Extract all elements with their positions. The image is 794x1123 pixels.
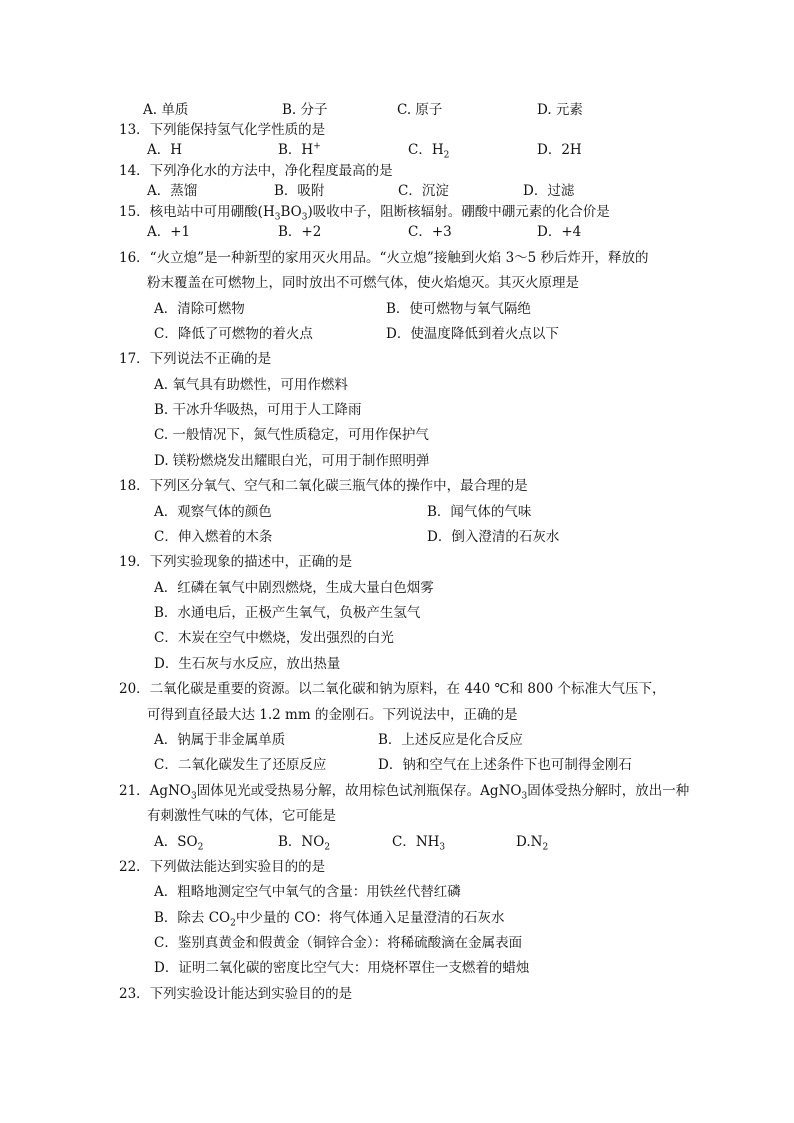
q22-option-c: C．鉴别真黄金和假黄金（铜锌合金）：将稀硫酸滴在金属表面 [154,935,523,951]
q15-stem: 15．核电站中可用硼酸$(H_3BO_3)$吸收中子，阻断核辐射。硼酸中硼元素的化合价是 [119,204,610,223]
q20-option-a: A．钠属于非金属单质 [154,732,286,748]
q15-option-b: B．+2 [278,224,322,240]
q20-option-c: C．二氧化碳发生了还原反应 [154,757,327,773]
q16-option-a: A．清除可燃物 [154,301,245,317]
q16-stem-line2: 粉末覆盖在可燃物上，同时放出不可燃气体，使火焰熄灭。其灭火原理是 [147,275,579,291]
q16-option-c: C．降低了可燃物的着火点 [154,326,313,342]
q21-stem-line1: 21．AgNO$_3$固体见光或受热易分解，故用棕色试剂瓶保存。AgNO$_3$固体受热分解时，放出一种 [119,783,690,802]
q13-option-c: C．$H_2$ [408,142,450,161]
q15-option-c: C．+3 [408,224,452,240]
q13-option-d: D．2H [537,142,582,158]
q21-stem-line2: 有刺激性气味的气体，它可能是 [147,808,336,824]
q18-option-a: A．观察气体的颜色 [154,504,272,520]
q15-option-a: A．+1 [147,224,191,240]
q22-stem: 22．下列做法能达到实验目的的是 [119,859,326,875]
q22-option-d: D．证明二氧化碳的密度比空气大：用烧杯罩住一支燃着的蜡烛 [154,960,530,976]
q14-option-d: D．过滤 [523,183,575,199]
q17-option-b: B. 干冰升华吸热，可用于人工降雨 [154,402,362,418]
q20-option-d: D．钠和空气在上述条件下也可制得金刚石 [378,757,632,773]
q17-option-d: D. 镁粉燃烧发出耀眼白光，可用于制作照明弹 [154,453,430,469]
q22-option-b: B．除去 $CO_2$中少量的 CO：将气体通入足量澄清的石灰水 [154,910,505,929]
q20-stem-line1: 20．二氧化碳是重要的资源。以二氧化碳和钠为原料，在 440 ℃和 800 个标准大气压下， [119,681,666,697]
q14-stem: 14．下列净化水的方法中，净化程度最高的是 [119,163,393,179]
q14-option-a: A．蒸馏 [147,183,198,199]
q20-stem-line2: 可得到直径最大达 1.2 mm 的金刚石。下列说法中，正确的是 [147,707,518,723]
q21-option-a: A．$SO_2$ [154,834,204,853]
q16-stem-line1: 16．“火立熄”是一种新型的家用灭火用品。“火立熄”接触到火焰 3～5 秒后炸开，释放的 [119,250,649,266]
q12-option-b: B. 分子 [282,102,328,118]
q19-stem: 19．下列实验现象的描述中，正确的是 [119,554,353,570]
q13-stem: 13．下列能保持氢气化学性质的是 [119,122,326,138]
q22-option-a: A．粗略地测定空气中氧气的含量：用铁丝代替红磷 [154,884,461,900]
q19-option-d: D．生石灰与水反应，放出热量 [154,656,341,672]
q18-stem: 18．下列区分氧气、空气和二氧化碳三瓶气体的操作中，最合理的是 [119,478,528,494]
q19-option-b: B．水通电后，正极产生氧气，负极产生氢气 [154,605,421,621]
q21-option-c: C．$NH_3$ [392,834,446,853]
q12-option-a: A. 单质 [143,102,189,118]
q12-option-d: D. 元素 [537,102,583,118]
q21-option-d: $D.N_2$ [516,834,549,853]
q16-option-b: B．使可燃物与氧气隔绝 [386,301,531,317]
q20-option-b: B．上述反应是化合反应 [378,732,523,748]
q17-stem: 17．下列说法不正确的是 [119,351,272,367]
q21-option-b: B．$NO_2$ [278,834,331,853]
q18-option-c: C．伸入燃着的木条 [154,529,273,545]
q17-option-c: C. 一般情况下，氮气性质稳定，可用作保护气 [154,427,429,443]
q18-option-d: D．倒入澄清的石灰水 [427,529,560,545]
q19-option-c: C．木炭在空气中燃烧，发出强烈的白光 [154,630,394,646]
q19-option-a: A．红磷在氧气中剧烈燃烧，生成大量白色烟雾 [154,580,434,596]
q23-stem: 23．下列实验设计能达到实验目的的是 [119,986,353,1002]
q18-option-b: B．闻气体的气味 [427,504,532,520]
q17-option-a: A. 氧气具有助燃性，可用作燃料 [154,377,348,393]
q13-option-b: B．H+ [278,141,321,158]
q16-option-d: D．使温度降低到着火点以下 [386,326,559,342]
q14-option-b: B．吸附 [274,183,325,199]
q15-option-d: D．+4 [537,224,582,240]
q13-option-a: A．H [147,142,183,158]
q14-option-c: C．沉淀 [398,183,449,199]
q12-option-c: C. 原子 [397,102,443,118]
